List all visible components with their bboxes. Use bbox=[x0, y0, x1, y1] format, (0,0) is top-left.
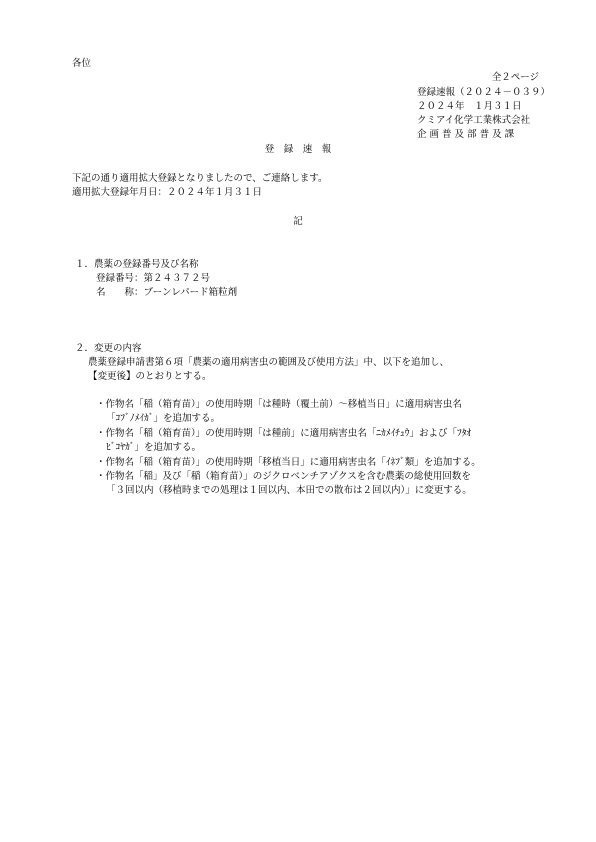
issue-date: ２０２４年 １月３１日 bbox=[417, 101, 522, 112]
page-count: 全２ページ bbox=[491, 72, 539, 83]
change-item-continuation: 「３回以内（移植時までの処理は１回以内、本田での散布は２回以内）」に変更する。 bbox=[106, 485, 472, 496]
doc-number: 登録速報（２０２４－０３９） bbox=[417, 87, 551, 98]
change-item: ・作物名「稲」及び「稲（箱育苗）」のジクロベンチアゾクスを含む農薬の総使用回数を bbox=[96, 471, 471, 482]
section2-intro-line2: 【変更後】のとおりとする。 bbox=[88, 371, 212, 382]
intro-text: 下記の通り適用拡大登録となりましたので、ご連絡します。 bbox=[72, 173, 328, 184]
addressee: 各位 bbox=[72, 58, 92, 69]
change-item: ・作物名「稲（箱育苗）」の使用時期「は種前」に適用病害虫名「ﾆｶﾒｲﾁｭｳ」および「ﾌﾀｵ bbox=[96, 428, 472, 439]
section2-heading: ２．変更の内容 bbox=[75, 343, 142, 354]
section1-heading: １．農薬の登録番号及び名称 bbox=[75, 259, 199, 270]
department-name: 企 画 普 及 部 普 及 課 bbox=[417, 129, 515, 140]
page-title: 登 録 速 報 bbox=[264, 144, 332, 155]
change-item-continuation: 「ｺﾌﾞﾉﾒｲｶﾞ」を追加する。 bbox=[106, 413, 221, 424]
change-item: ・作物名「稲（箱育苗）」の使用時期「は種時（覆土前）～移植当日」に適用病害虫名 bbox=[96, 399, 462, 410]
change-item: ・作物名「稲（箱育苗）」の使用時期「移植当日」に適用病害虫名「ｲﾈﾌﾞ類」を追加する。 bbox=[96, 457, 481, 468]
registration-number: 登録番号：第２４３７２号 bbox=[96, 273, 211, 284]
change-item-continuation: ﾋﾞｺﾔｶﾞ」を追加する。 bbox=[106, 442, 202, 453]
section2-intro-line1: 農薬登録申請書第６項「農薬の適用病害虫の範囲及び使用方法」中、以下を追加し、 bbox=[88, 357, 450, 368]
company-name: クミアイ化学工業株式会社 bbox=[417, 115, 531, 126]
product-name: 名 称：ブーンレパード箱粒剤 bbox=[96, 287, 238, 298]
note-mark: 記 bbox=[293, 216, 303, 227]
registration-date: 適用拡大登録年月日：２０２４年１月３１日 bbox=[72, 187, 263, 198]
